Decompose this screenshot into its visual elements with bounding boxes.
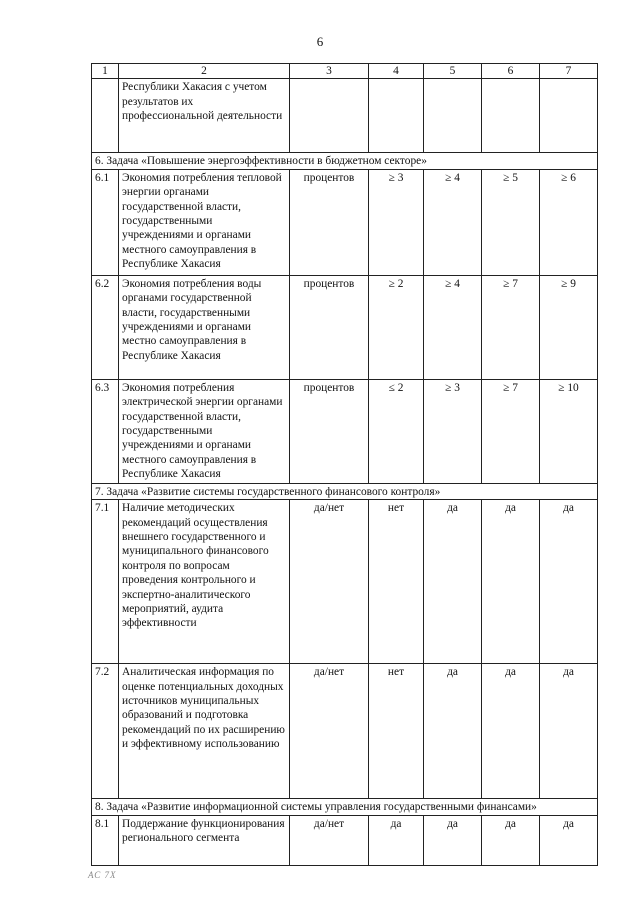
table-row xyxy=(92,500,598,664)
unit-cell xyxy=(290,79,369,153)
value-cell: да xyxy=(540,500,598,664)
task-7-title: 7. Задача «Развитие системы государственного финансового контроля» xyxy=(92,483,598,499)
unit-cell: процентов xyxy=(290,379,369,483)
column-header: 3 xyxy=(290,64,369,79)
column-header: 7 xyxy=(540,64,598,79)
value-cell xyxy=(424,79,482,153)
table-row xyxy=(92,275,598,379)
unit-cell: да/нет xyxy=(290,815,369,865)
task-heading-row xyxy=(92,799,598,815)
value-cell: ≥ 2 xyxy=(369,275,424,379)
row-number-cell: 7.1 xyxy=(92,500,119,664)
unit-cell: процентов xyxy=(290,275,369,379)
indicator-name-cell: Наличие методических рекомендаций осуществления внешнего государственного и муниципального финансового контроля по вопросам проведения контрольного и экспертно-аналитического мероприятий, аудита эффективности xyxy=(119,500,290,664)
table-row xyxy=(92,815,598,865)
value-cell: ≥ 5 xyxy=(482,169,540,275)
unit-cell: да/нет xyxy=(290,664,369,799)
value-cell: ≥ 4 xyxy=(424,275,482,379)
value-cell: ≥ 4 xyxy=(424,169,482,275)
indicator-name-cell: Экономия потребления электрической энергии органами государственной власти, государственными учреждениями и органами местного самоуправления в Республике Хакасия xyxy=(119,379,290,483)
column-header: 5 xyxy=(424,64,482,79)
value-cell: ≥ 9 xyxy=(540,275,598,379)
value-cell: ≥ 10 xyxy=(540,379,598,483)
task-8-title: 8. Задача «Развитие информационной системы управления государственными финансами» xyxy=(92,799,598,815)
unit-cell: да/нет xyxy=(290,500,369,664)
value-cell: ≤ 2 xyxy=(369,379,424,483)
row-number-cell xyxy=(92,79,119,153)
value-cell: ≥ 6 xyxy=(540,169,598,275)
value-cell: да xyxy=(540,664,598,799)
unit-cell: процентов xyxy=(290,169,369,275)
indicator-name-cell: Экономия потребления воды органами государственной власти, государственными учреждениями и органами местно самоуправления в Республике Хакасия xyxy=(119,275,290,379)
task-6-title: 6. Задача «Повышение энергоэффективности в бюджетном секторе» xyxy=(92,153,598,169)
value-cell xyxy=(540,79,598,153)
row-number-cell: 6.3 xyxy=(92,379,119,483)
indicator-name-cell: Республики Хакасия с учетом результатов их профессиональной деятельности xyxy=(119,79,290,153)
footer-mark: АС 7Х xyxy=(88,870,117,880)
column-header: 2 xyxy=(119,64,290,79)
indicator-name-cell: Экономия потребления тепловой энергии органами государственной власти, государственными учреждениями и органами местного самоуправления в Республике Хакасия xyxy=(119,169,290,275)
value-cell: да xyxy=(540,815,598,865)
table-row xyxy=(92,169,598,275)
value-cell: да xyxy=(482,815,540,865)
row-number-cell: 8.1 xyxy=(92,815,119,865)
value-cell: ≥ 7 xyxy=(482,379,540,483)
value-cell: нет xyxy=(369,500,424,664)
indicator-name-cell: Аналитическая информация по оценке потенциальных доходных источников муниципальных образований и подготовка рекомендаций по их расширению и эффективному использованию xyxy=(119,664,290,799)
value-cell xyxy=(369,79,424,153)
table-row xyxy=(92,664,598,799)
page-number: 6 xyxy=(316,34,324,49)
table-row xyxy=(92,379,598,483)
table-header-row xyxy=(92,64,598,79)
value-cell: да xyxy=(482,664,540,799)
row-number-cell: 6.2 xyxy=(92,275,119,379)
value-cell: ≥ 7 xyxy=(482,275,540,379)
task-heading-row xyxy=(92,483,598,499)
indicators-table xyxy=(91,63,598,866)
row-number-cell: 7.2 xyxy=(92,664,119,799)
value-cell: да xyxy=(424,500,482,664)
value-cell: нет xyxy=(369,664,424,799)
value-cell: да xyxy=(482,500,540,664)
column-header: 4 xyxy=(369,64,424,79)
indicator-name-cell: Поддержание функционирования регионального сегмента xyxy=(119,815,290,865)
value-cell: ≥ 3 xyxy=(424,379,482,483)
value-cell: да xyxy=(424,815,482,865)
value-cell: да xyxy=(369,815,424,865)
value-cell: да xyxy=(424,664,482,799)
value-cell: ≥ 3 xyxy=(369,169,424,275)
value-cell xyxy=(482,79,540,153)
row-number-cell: 6.1 xyxy=(92,169,119,275)
column-header: 6 xyxy=(482,64,540,79)
column-header: 1 xyxy=(92,64,119,79)
table-row xyxy=(92,79,598,153)
task-heading-row xyxy=(92,153,598,169)
